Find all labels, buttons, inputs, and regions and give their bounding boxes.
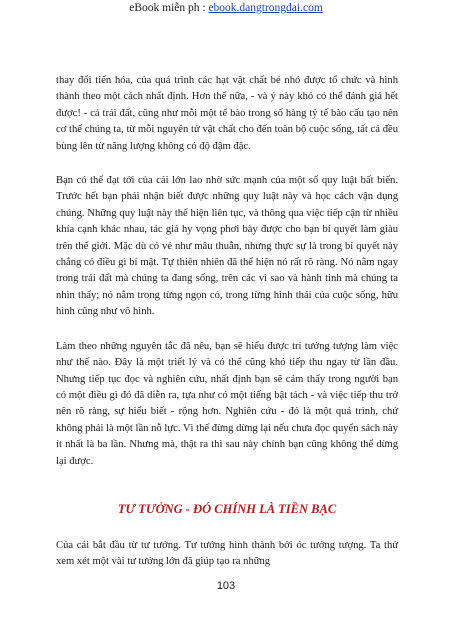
section-heading: TƯ TƯỞNG - ĐÓ CHÍNH LÀ TIỀN BẠC — [117, 501, 337, 516]
page-number: 103 — [216, 580, 236, 592]
page-header — [0, 0, 452, 16]
header-prefix: eBook miễn ph : — [129, 2, 209, 14]
paragraph-1: thay đổi tiến hóa, của quá trình các hạt vật chất bé nhỏ được tổ chức và hình thành theo một cách nhất định. Hơn thế nữa, - và ý này khó có thể đánh giá hết được! - cả trái đất, cũng như mỗi một tế bào trong số hàng tỷ tế bào cấu tạo nên cơ thể chúng ta, từ mỗi nguyên tử vật chất cho đến toàn bộ cuộc sống, tất cả đều bùng lên từ năng lượng không có độ đậm đặc. — [56, 75, 398, 152]
paragraph-3: Làm theo những nguyên tắc đã nêu, bạn sẽ hiểu được trí tưởng tượng làm việc như thế nào. Đây là một triết lý và có thể cũng khó tiếp thu ngay từ lần đầu. Nhưng tiếp tục đọc và nghiên cứu, nhất định bạn sẽ cảm thấy trong người bạn có một điều gì đó đã diễn ra, tựa như có một tiếng bật tách - và việc tiếp thu trở nên rõ ràng, sự hiểu biết - rộng hơn. Nghiên cứu - đó là một quá trình, chứ không phải là một lần nỗ lực. Vì thế đừng dừng lại nếu chưa đọc quyển sách này ít nhất là ba lần. Nhưng mà, thật ra thì sau này chính bạn cũng không thể dừng lại được. — [56, 340, 398, 467]
page-content — [56, 73, 398, 571]
paragraph-4: Của cải bắt đầu từ tư tưởng. Tư tưởng hình thành bởi óc tưởng tượng. Ta thử xem xét một vài tư tưởng lớn đã giúp tạo ra những — [56, 539, 398, 568]
header-link[interactable]: ebook.dangtrongdai.com — [208, 2, 323, 14]
paragraph-2: Bạn có thể đạt tới của cải lớn lao nhờ sức mạnh của một số quy luật bất biến. Trước hết bạn phải nhận biết được những quy luật này và học cách vận dụng chúng. Những quy luật này thể hiện liên tục, và thông qua việc tiếp cận từ nhiều khía cạnh khác nhau, tác giả hy vọng phơi bày được cho bạn bí quyết làm giàu trên thế giới. Mặc dù có vẻ như mâu thuẫn, nhưng thực sự là trong bí quyết này chẳng có điều gì bí mật. Tự thiên nhiên đã thể hiện nó rất rõ ràng. Nó nằm ngay trong trái đất mà chúng ta đang sống, trên các vì sao và hành tinh mà chúng ta nhìn thấy; nó nằm trong từng ngọn cỏ, trong từng hình thái của cuộc sống, hữu hình cũng như vô hình. — [56, 175, 398, 318]
